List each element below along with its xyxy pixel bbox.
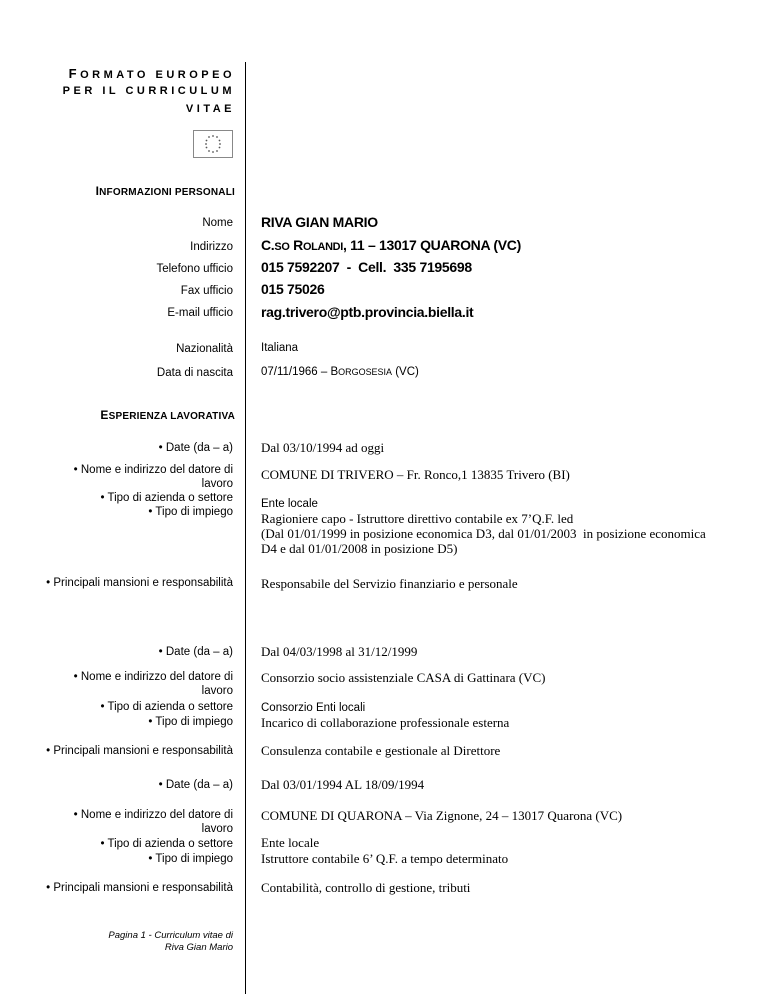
section-personal-info: INFORMAZIONI PERSONALI [95,184,235,198]
header-line-2: PER IL CURRICULUM [62,85,235,97]
value-office-fax: 015 75026 [261,281,325,297]
value-job1-job-2: (Dal 01/01/1999 in posizione economica D3, dal 01/01/2003 in posizione economica [261,526,706,541]
value-job2-sector: Consorzio Enti locali [261,702,366,714]
page-footer [108,930,233,954]
label-job1-date: • Date (da – a) [158,442,233,454]
value-office-phone: 015 7592207 - Cell. 335 7195698 [261,259,472,275]
label-job1-job: • Tipo di impiego [148,506,233,518]
label-nationality: Nazionalità [176,343,233,355]
label-job3-employer: • Nome e indirizzo del datore di lavoro [73,809,233,835]
label-job3-sector: • Tipo di azienda o settore [100,838,233,850]
value-nationality: Italiana [261,342,299,354]
label-job2-sector: • Tipo di azienda o settore [100,701,233,713]
footer-line-2: Riva Gian Mario [164,942,233,953]
value-job1-employer: COMUNE DI TRIVERO – Fr. Ronco,1 13835 Trivero (BI) [261,467,570,482]
value-job3-sector: Ente locale [261,835,320,850]
value-job2-date: Dal 04/03/1998 al 31/12/1999 [261,644,418,659]
label-job2-date: • Date (da – a) [158,646,233,658]
value-job1-sector: Ente locale [261,498,318,510]
label-job3-date: • Date (da – a) [158,779,233,791]
eu-flag-icon [193,130,233,158]
value-office-email: rag.trivero@ptb.provincia.biella.it [261,304,474,320]
value-name: RIVA GIAN MARIO [261,214,378,230]
value-job3-job: Istruttore contabile 6’ Q.F. a tempo determinato [261,851,509,866]
label-office-fax: Fax ufficio [180,285,233,297]
label-job1-employer: • Nome e indirizzo del datore di lavoro [73,464,233,490]
header-line-3: VITAE [185,103,235,115]
label-job2-employer: • Nome e indirizzo del datore di lavoro [73,671,233,697]
value-job3-date: Dal 03/01/1994 AL 18/09/1994 [261,777,425,792]
label-name: Nome [202,217,233,229]
label-job1-sector: • Tipo di azienda o settore [100,492,233,504]
label-job2-duties: • Principali mansioni e responsabilità [46,745,233,757]
value-job2-job: Incarico di collaborazione professionale esterna [261,715,510,730]
value-job1-duties: Responsabile del Servizio finanziario e personale [261,576,518,591]
header-line-1: FORMATO EUROPEO [68,66,235,81]
label-address: Indirizzo [190,241,233,253]
label-job2-job: • Tipo di impiego [148,716,233,728]
value-address: C.SO ROLANDI, 11 – 13017 QUARONA (VC) [261,237,521,253]
footer-line-1: Pagina 1 - Curriculum vitae di [108,930,233,941]
label-job1-duties: • Principali mansioni e responsabilità [46,577,233,589]
label-office-email: E-mail ufficio [167,307,233,319]
column-divider [245,62,246,994]
value-job3-duties: Contabilità, controllo di gestione, tributi [261,880,471,895]
label-job3-duties: • Principali mansioni e responsabilità [46,882,233,894]
value-job1-job-3: D4 e dal 01/01/2008 in posizione D5) [261,541,458,556]
section-work-experience: ESPERIENZA LAVORATIVA [100,408,235,422]
label-job3-job: • Tipo di impiego [148,853,233,865]
value-job1-job-1: Ragioniere capo - Istruttore direttivo contabile ex 7’Q.F. led [261,511,574,526]
value-job2-duties: Consulenza contabile e gestionale al Direttore [261,743,501,758]
value-birth-date: 07/11/1966 – BORGOSESIA (VC) [261,366,419,378]
label-office-phone: Telefono ufficio [156,263,233,275]
value-job3-employer: COMUNE DI QUARONA – Via Zignone, 24 – 13017 Quarona (VC) [261,808,623,823]
value-job2-employer: Consorzio socio assistenziale CASA di Gattinara (VC) [261,670,546,685]
value-job1-date: Dal 03/10/1994 ad oggi [261,440,385,455]
label-birth-date: Data di nascita [156,367,233,379]
